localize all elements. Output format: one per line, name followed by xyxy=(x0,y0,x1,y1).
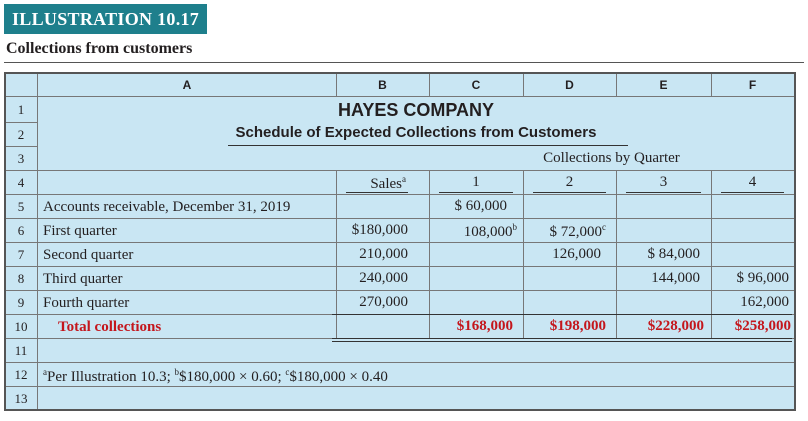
row-number[interactable]: 12 xyxy=(14,367,28,382)
cell-d7: 126,000 xyxy=(552,246,601,262)
grid-line xyxy=(336,74,337,96)
grid-line xyxy=(523,74,524,96)
column-header-corner[interactable] xyxy=(6,74,38,96)
sales-header: Sales$^a$ xyxy=(370,174,406,192)
row-number[interactable]: 9 xyxy=(17,295,25,310)
cell-f9: 162,000 xyxy=(740,294,789,310)
grid-line xyxy=(711,170,712,338)
grid-line xyxy=(6,122,38,123)
grid-line xyxy=(6,242,794,243)
grid-line xyxy=(6,170,794,171)
grid-line xyxy=(711,74,712,96)
row-number[interactable]: 6 xyxy=(17,223,25,238)
row-label-q1: First quarter xyxy=(43,223,117,239)
grid-line xyxy=(6,194,794,195)
column-header-a[interactable]: A xyxy=(38,74,336,96)
grid-line xyxy=(6,386,794,387)
row-label-ar: Accounts receivable, December 31, 2019 xyxy=(43,199,291,215)
illustration-badge: ILLUSTRATION 10.17 xyxy=(4,4,207,34)
cell-b6: $180,000 xyxy=(351,222,408,238)
cell-c5: $ 60,000 xyxy=(454,198,507,214)
column-header-d[interactable]: D xyxy=(523,74,616,96)
row-number[interactable]: 10 xyxy=(14,319,28,334)
row-label-q2: Second quarter xyxy=(43,247,134,263)
grid-line xyxy=(6,218,794,219)
illustration-subtitle: Collections from customers xyxy=(6,40,193,57)
row-label-q3: Third quarter xyxy=(43,271,123,287)
spreadsheet xyxy=(4,72,796,411)
cell-f8: $ 96,000 xyxy=(736,270,789,286)
grid-line xyxy=(6,362,794,363)
cell-c6: 108,000$^b$ xyxy=(463,222,517,240)
row-number[interactable]: 5 xyxy=(17,199,25,214)
grid-line xyxy=(6,146,38,147)
grid-line xyxy=(6,266,794,267)
header-underline xyxy=(533,192,606,193)
column-header-f[interactable]: F xyxy=(711,74,794,96)
cell-c10: $168,000 xyxy=(456,318,513,334)
header-underline xyxy=(721,192,784,193)
cell-d6: $ 72,000$^c$ xyxy=(549,222,606,240)
row-number[interactable]: 4 xyxy=(17,175,25,190)
cell-e7: $ 84,000 xyxy=(647,246,700,262)
row-number[interactable]: 13 xyxy=(14,391,28,406)
row-number[interactable]: 8 xyxy=(17,271,25,286)
collections-header: Collections by Quarter xyxy=(543,150,680,166)
row-label-total: Total collections xyxy=(58,319,162,335)
grid-line xyxy=(429,74,430,96)
cell-b9: 270,000 xyxy=(359,294,408,310)
quarter-header-2: 2 xyxy=(565,174,574,190)
cell-b7: 210,000 xyxy=(359,246,408,262)
cell-f10: $258,000 xyxy=(734,318,791,334)
footnote: $^a$Per Illustration 10.3; $^b$\$180,000 × 0.60; $^c$\$180,000 × 0.40 xyxy=(43,367,388,385)
column-header-c[interactable]: C xyxy=(429,74,523,96)
header-underline xyxy=(439,192,513,193)
row-number[interactable]: 2 xyxy=(17,127,25,142)
row-number[interactable]: 1 xyxy=(17,102,25,117)
column-header-b[interactable]: B xyxy=(336,74,429,96)
divider xyxy=(4,62,804,63)
title-underline xyxy=(228,145,628,146)
grid-line xyxy=(6,290,794,291)
row-number[interactable]: 11 xyxy=(14,343,28,358)
header-underline xyxy=(626,192,701,193)
quarter-header-3: 3 xyxy=(659,174,668,190)
grid-line xyxy=(6,96,794,97)
quarter-header-1: 1 xyxy=(472,174,480,190)
cell-d10: $198,000 xyxy=(549,318,606,334)
column-header-e[interactable]: E xyxy=(616,74,711,96)
total-double-underline xyxy=(332,338,792,342)
grid-line xyxy=(616,74,617,96)
cell-e8: 144,000 xyxy=(651,270,700,286)
cell-b8: 240,000 xyxy=(359,270,408,286)
quarter-header-4: 4 xyxy=(748,174,757,190)
schedule-title: Schedule of Expected Collections from Customers xyxy=(235,124,597,141)
subtotal-underline xyxy=(332,314,792,315)
grid-line xyxy=(429,170,430,338)
header-underline xyxy=(346,192,408,193)
row-number[interactable]: 3 xyxy=(17,151,25,166)
row-number[interactable]: 7 xyxy=(17,247,25,262)
company-title: HAYES COMPANY xyxy=(337,100,495,120)
cell-e10: $228,000 xyxy=(647,318,704,334)
row-label-q4: Fourth quarter xyxy=(43,295,130,311)
